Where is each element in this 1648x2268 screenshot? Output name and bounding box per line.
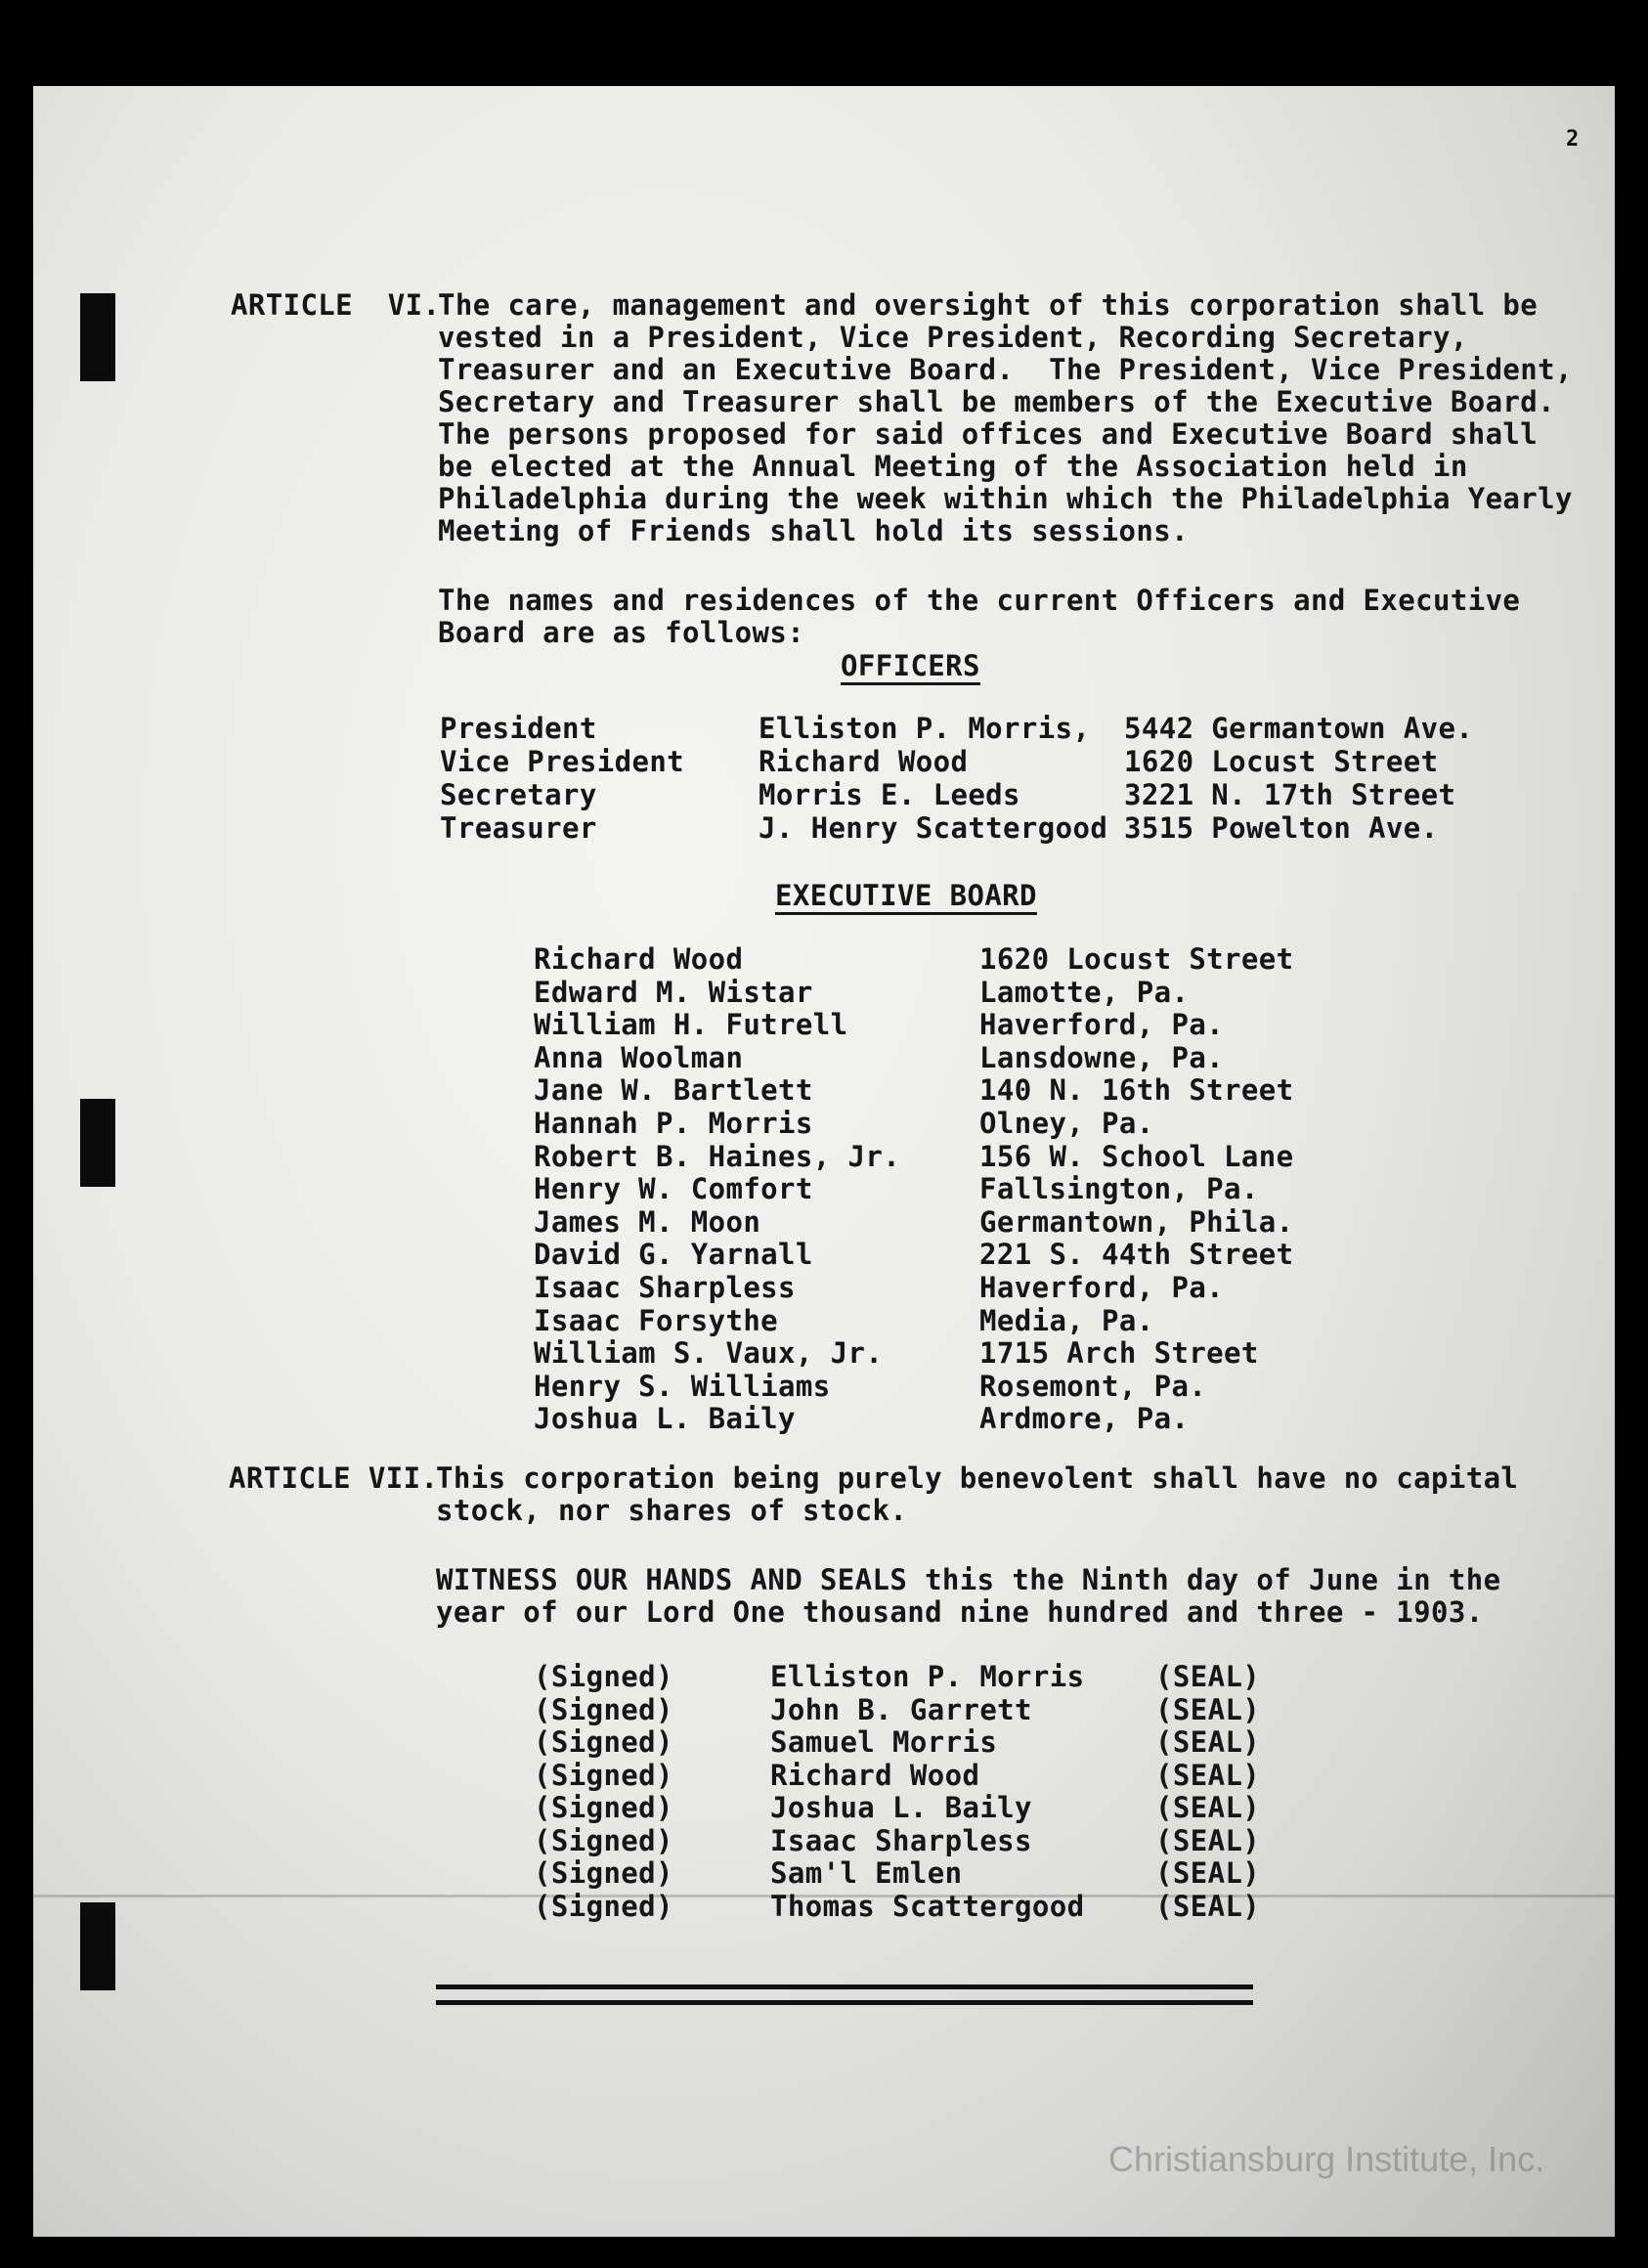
witness-line: WITNESS OUR HANDS AND SEALS this the Ninth day of June in the: [436, 1563, 1501, 1596]
officer-name: Morris E. Leeds: [759, 778, 1020, 811]
signatory-name: Isaac Sharpless: [770, 1823, 1032, 1857]
executive-board-heading: EXECUTIVE BOARD: [775, 879, 1037, 912]
board-member-name: Jane W. Bartlett: [534, 1073, 813, 1108]
signatory-name: John B. Garrett: [770, 1692, 1032, 1726]
witness-line: year of our Lord One thousand nine hundred and three - 1903.: [436, 1595, 1484, 1629]
article-7-heading: ARTICLE VII.: [229, 1461, 439, 1495]
document-page: [33, 86, 1615, 2237]
closing-rule: [436, 1984, 1253, 1989]
names-intro-line: The names and residences of the current Officers and Executive: [438, 584, 1521, 617]
board-member-name: David G. Yarnall: [534, 1238, 813, 1272]
board-member-address: Fallsington, Pa.: [979, 1172, 1259, 1206]
board-member-name: Isaac Sharpless: [534, 1271, 796, 1304]
page-number: 2: [1566, 127, 1580, 152]
board-member-address: 140 N. 16th Street: [979, 1073, 1294, 1108]
board-member-address: Haverford, Pa.: [979, 1008, 1225, 1042]
board-member-address: 1715 Arch Street: [979, 1336, 1259, 1371]
seal-label: (SEAL): [1155, 1692, 1261, 1726]
article-6-line: be elected at the Annual Meeting of the Association held in: [438, 450, 1468, 483]
seal-label: (SEAL): [1155, 1758, 1261, 1792]
margin-mark: [80, 1099, 115, 1187]
officer-name: Richard Wood: [759, 745, 969, 778]
signatory-name: Joshua L. Baily: [770, 1791, 1032, 1824]
signed-label: (Signed): [534, 1660, 673, 1693]
seal-label: (SEAL): [1155, 1856, 1261, 1890]
signed-label: (Signed): [534, 1692, 673, 1726]
signed-label: (Signed): [534, 1725, 673, 1759]
board-member-address: 221 S. 44th Street: [979, 1238, 1294, 1272]
article-7-line: This corporation being purely benevolent shall have no capital: [436, 1461, 1519, 1495]
board-member-address: Lansdowne, Pa.: [979, 1040, 1225, 1074]
officer-address: 1620 Locust Street: [1124, 745, 1439, 778]
signed-label: (Signed): [534, 1823, 673, 1857]
signed-label: (Signed): [534, 1791, 673, 1824]
article-6-line: The care, management and oversight of this corporation shall be: [438, 288, 1539, 322]
officer-title: Vice President: [440, 745, 685, 778]
board-member-name: Richard Wood: [534, 942, 744, 976]
board-member-name: Edward M. Wistar: [534, 975, 813, 1009]
watermark: Christiansburg Institute, Inc.: [1108, 2139, 1545, 2179]
board-member-name: Anna Woolman: [534, 1040, 744, 1074]
margin-mark: [80, 1902, 115, 1990]
officer-address: 3515 Powelton Ave.: [1124, 811, 1439, 845]
article-6-line: Philadelphia during the week within which the Philadelphia Yearly: [438, 482, 1573, 515]
signatory-name: Elliston P. Morris: [770, 1660, 1085, 1693]
margin-mark: [80, 293, 115, 381]
officer-title: Treasurer: [440, 811, 597, 845]
board-member-name: Hannah P. Morris: [534, 1107, 813, 1140]
signed-label: (Signed): [534, 1758, 673, 1792]
board-member-address: Ardmore, Pa.: [979, 1402, 1190, 1436]
article-6-line: Treasurer and an Executive Board. The President, Vice President,: [438, 353, 1573, 386]
officer-address: 3221 N. 17th Street: [1124, 778, 1456, 811]
officer-name: Elliston P. Morris,: [759, 712, 1091, 745]
signed-label: (Signed): [534, 1889, 673, 1923]
officer-title: Secretary: [440, 778, 597, 811]
closing-rule: [436, 2000, 1253, 2005]
article-7-line: stock, nor shares of stock.: [436, 1494, 908, 1527]
article-6-line: vested in a President, Vice President, Recording Secretary,: [438, 321, 1468, 354]
officer-name: J. Henry Scattergood: [759, 811, 1108, 845]
board-member-address: Rosemont, Pa.: [979, 1369, 1207, 1403]
board-member-address: 1620 Locust Street: [979, 942, 1294, 976]
signatory-name: Sam'l Emlen: [770, 1856, 963, 1890]
board-member-address: 156 W. School Lane: [979, 1139, 1294, 1173]
board-member-name: Isaac Forsythe: [534, 1303, 779, 1337]
article-6-line: Meeting of Friends shall hold its sessions.: [438, 514, 1189, 547]
board-member-name: Robert B. Haines, Jr.: [534, 1139, 901, 1173]
signatory-name: Richard Wood: [770, 1758, 980, 1792]
board-member-name: Joshua L. Baily: [534, 1402, 796, 1436]
officer-address: 5442 Germantown Ave.: [1124, 712, 1474, 745]
board-member-name: William S. Vaux, Jr.: [534, 1336, 884, 1371]
board-member-name: William H. Futrell: [534, 1008, 848, 1042]
names-intro-line: Board are as follows:: [438, 616, 805, 649]
seal-label: (SEAL): [1155, 1725, 1261, 1759]
signed-label: (Signed): [534, 1856, 673, 1890]
board-member-address: Germantown, Phila.: [979, 1204, 1294, 1239]
seal-label: (SEAL): [1155, 1660, 1261, 1693]
officer-title: President: [440, 712, 597, 745]
officers-heading: OFFICERS: [841, 649, 980, 682]
board-member-address: Media, Pa.: [979, 1303, 1154, 1337]
article-6-line: Secretary and Treasurer shall be members of the Executive Board.: [438, 385, 1556, 418]
article-6-heading: ARTICLE VI.: [231, 288, 441, 322]
seal-label: (SEAL): [1155, 1791, 1261, 1824]
signatory-name: Thomas Scattergood: [770, 1889, 1085, 1923]
article-6-line: The persons proposed for said offices and Executive Board shall: [438, 417, 1539, 451]
seal-label: (SEAL): [1155, 1889, 1261, 1923]
board-member-address: Olney, Pa.: [979, 1107, 1154, 1140]
board-member-address: Lamotte, Pa.: [979, 975, 1190, 1009]
seal-label: (SEAL): [1155, 1823, 1261, 1857]
board-member-name: Henry S. Williams: [534, 1369, 831, 1403]
board-member-name: Henry W. Comfort: [534, 1172, 813, 1206]
signatory-name: Samuel Morris: [770, 1725, 998, 1759]
board-member-name: James M. Moon: [534, 1204, 761, 1239]
board-member-address: Haverford, Pa.: [979, 1271, 1225, 1304]
